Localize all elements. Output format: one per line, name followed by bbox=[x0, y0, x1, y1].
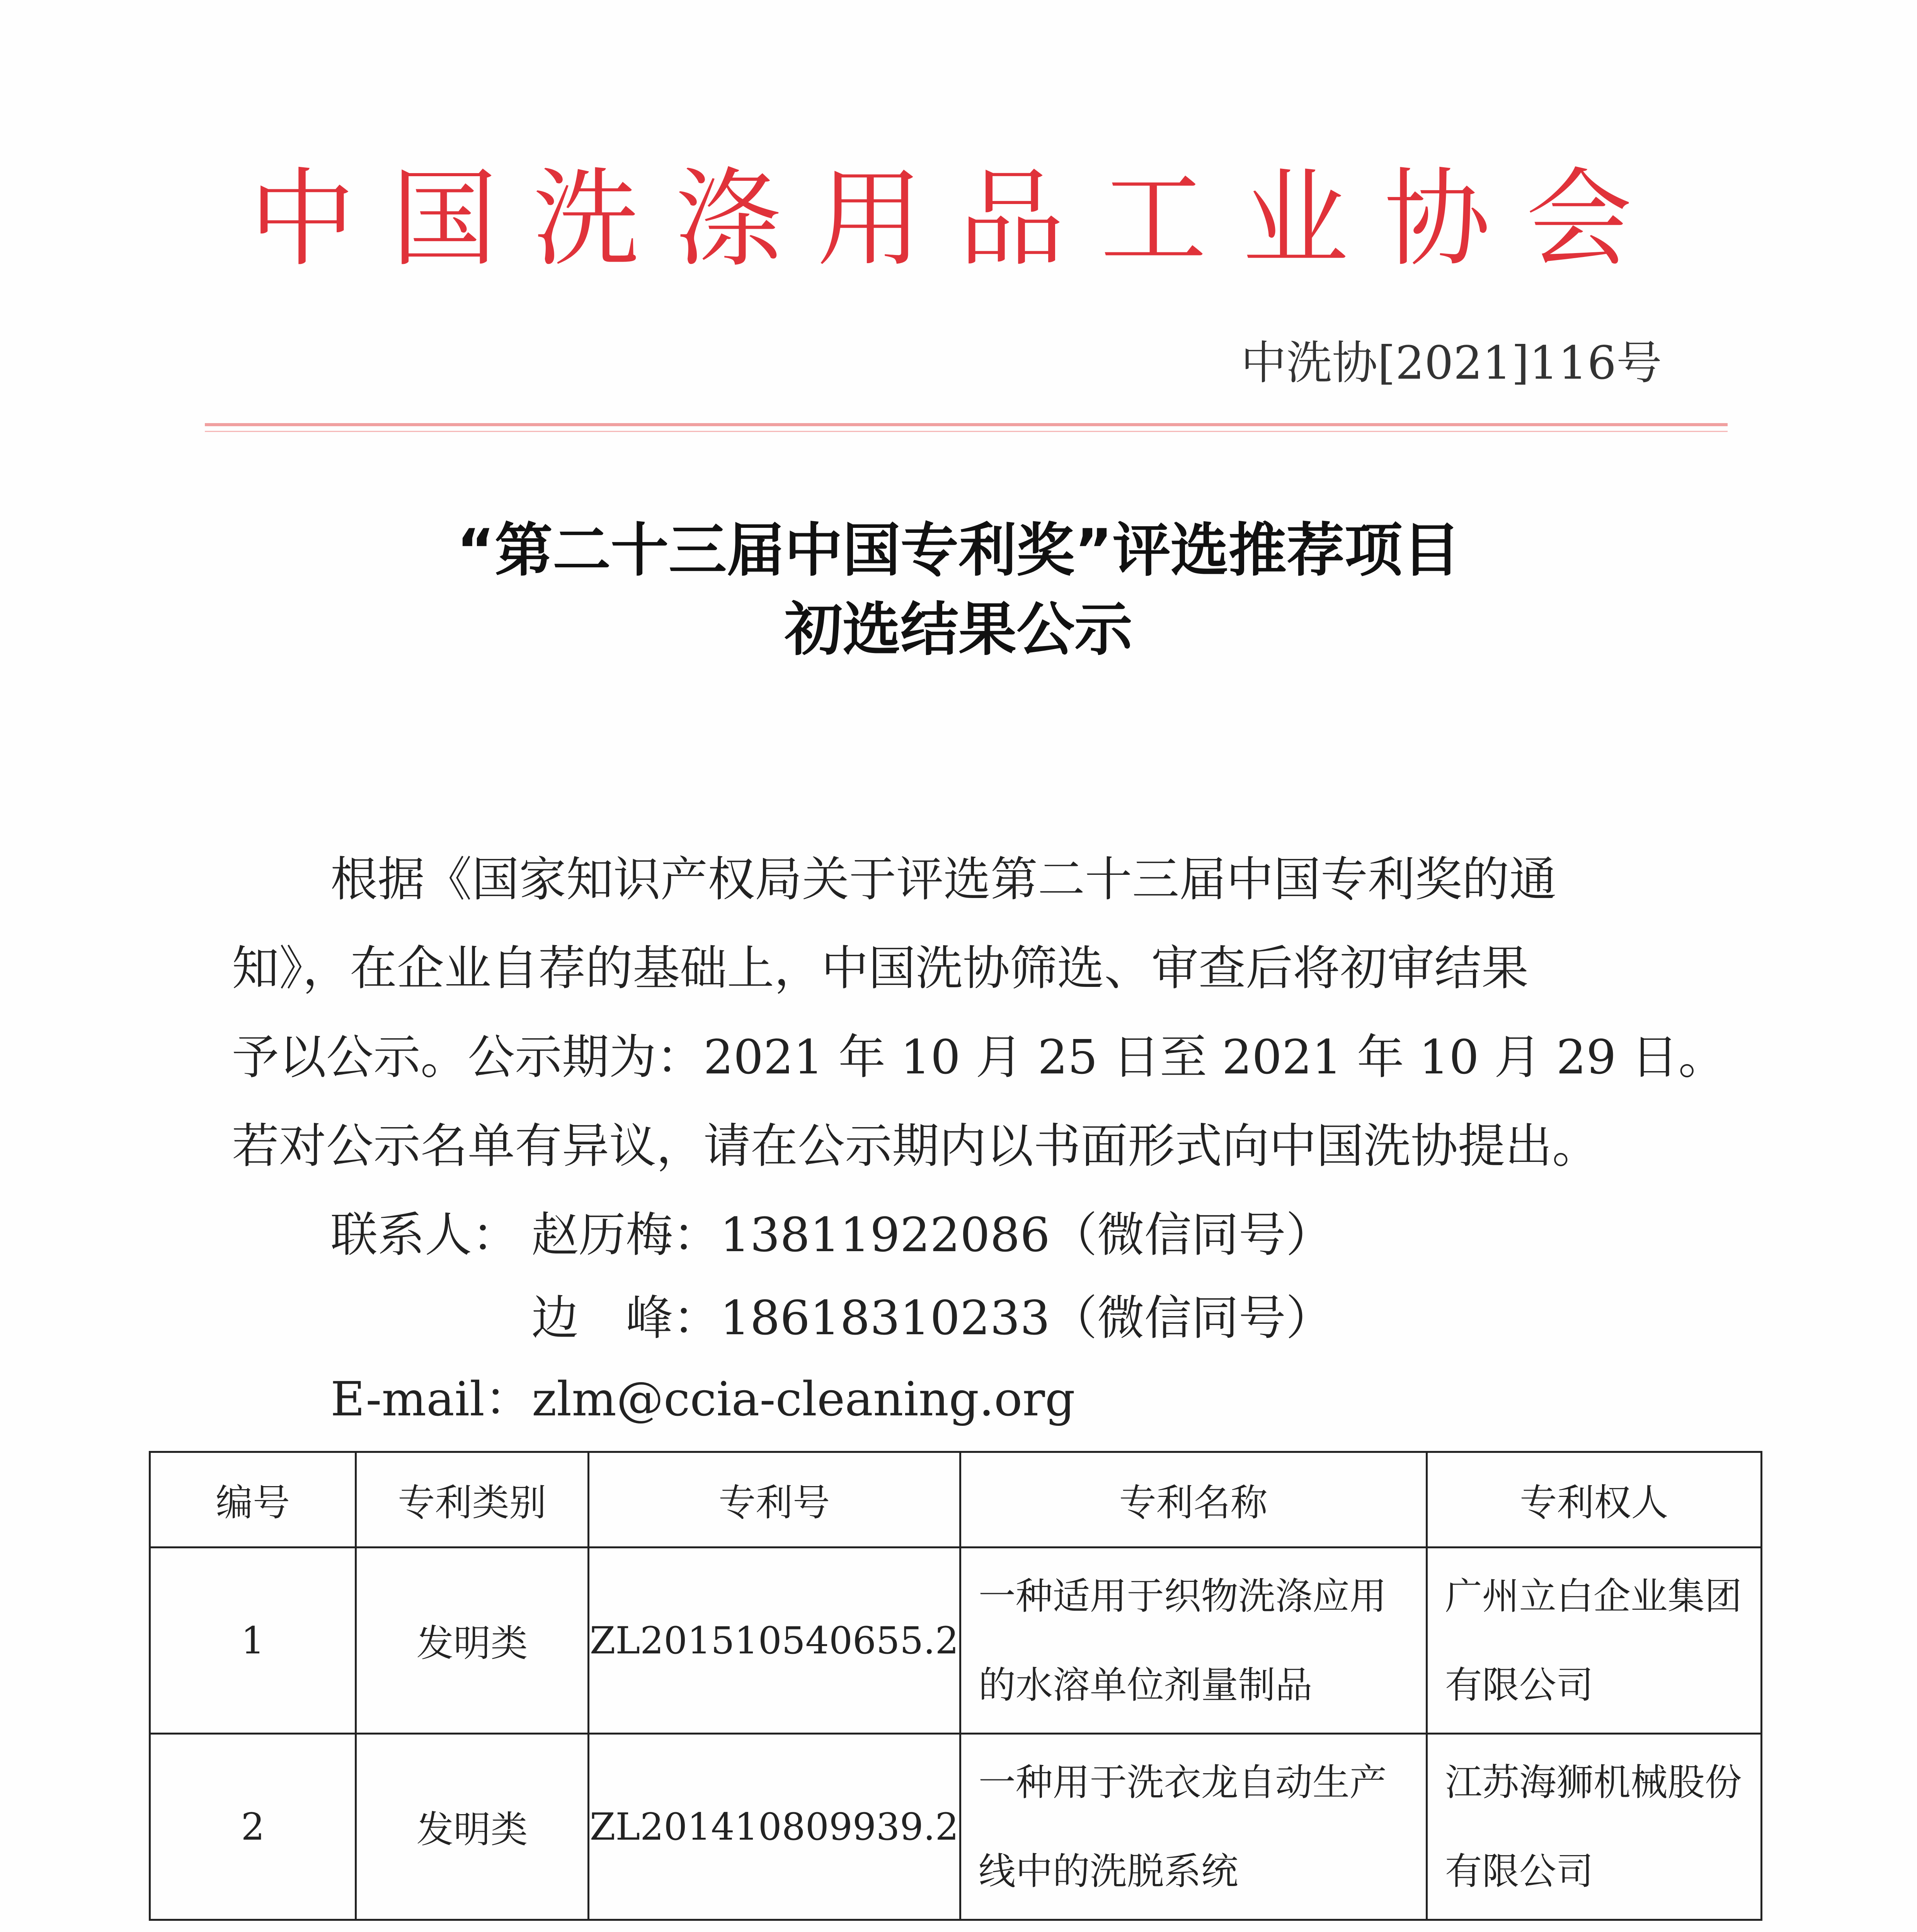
cell-category: 发明类 bbox=[356, 1548, 588, 1734]
table-row bbox=[150, 1734, 1762, 1920]
column-header-category: 专利类别 bbox=[356, 1452, 588, 1548]
body-paragraph-line-4: 若对公示名单有异议，请在公示期内以书面形式向中国洗协提出。 bbox=[232, 1119, 1599, 1173]
cell-patent-name bbox=[960, 1734, 1427, 1920]
contact-email[interactable]: E-mail：zlm@ccia-cleaning.org bbox=[330, 1372, 1075, 1427]
cell-patent-owner bbox=[1427, 1548, 1761, 1734]
cell-number: 1 bbox=[150, 1548, 356, 1734]
table-header-row bbox=[150, 1452, 1762, 1548]
patent-name-line-1: 一种适用于织物洗涤应用 bbox=[978, 1574, 1387, 1618]
cell-patent-owner bbox=[1427, 1734, 1761, 1920]
column-header-patent-number: 专利号 bbox=[588, 1452, 960, 1548]
patent-owner-line-2: 有限公司 bbox=[1445, 1849, 1594, 1893]
body-paragraph-line-3: 予以公示。公示期为：2021 年 10 月 25 日至 2021 年 10 月 29 日。 bbox=[232, 1030, 1726, 1085]
letterhead-divider-thin bbox=[205, 431, 1728, 432]
patent-owner-line-1: 江苏海狮机械股份 bbox=[1445, 1760, 1742, 1804]
column-header-patent-name: 专利名称 bbox=[960, 1452, 1427, 1548]
patent-name-line-2: 线中的洗脱系统 bbox=[978, 1849, 1238, 1893]
org-letterhead: 中国洗涤用品工业协会 bbox=[249, 157, 1668, 281]
document-title: “第二十三届中国专利奖”评选推荐项目 bbox=[456, 517, 1461, 584]
patent-table bbox=[149, 1451, 1762, 1921]
cell-patent-number: ZL201410809939.2 bbox=[588, 1734, 960, 1920]
contact-person-2: 边 峰：18618310233（微信同号） bbox=[531, 1291, 1333, 1345]
patent-name-line-1: 一种用于洗衣龙自动生产 bbox=[978, 1760, 1387, 1804]
contact-label: 联系人： bbox=[330, 1208, 519, 1262]
body-paragraph-line-2: 知》，在企业自荐的基础上，中国洗协筛选、审查后将初审结果 bbox=[232, 941, 1529, 996]
patent-name-line-2: 的水溶单位剂量制品 bbox=[978, 1663, 1313, 1707]
cell-number: 2 bbox=[150, 1734, 356, 1920]
letterhead-divider bbox=[205, 423, 1728, 426]
column-header-patent-owner: 专利权人 bbox=[1427, 1452, 1761, 1548]
cell-patent-name bbox=[960, 1548, 1427, 1734]
cell-category: 发明类 bbox=[356, 1734, 588, 1920]
document-number: 中洗协[2021]116号 bbox=[1241, 336, 1662, 389]
patent-owner-line-2: 有限公司 bbox=[1445, 1663, 1594, 1707]
contact-person-1: 赵历梅：13811922086（微信同号） bbox=[531, 1208, 1333, 1262]
column-header-number: 编号 bbox=[150, 1452, 356, 1548]
document-subtitle: 初选结果公示 bbox=[784, 596, 1132, 663]
body-paragraph-line-1: 根据《国家知识产权局关于评选第二十三届中国专利奖的通 bbox=[330, 852, 1556, 907]
patent-owner-line-1: 广州立白企业集团 bbox=[1445, 1574, 1742, 1618]
cell-patent-number: ZL201510540655.2 bbox=[588, 1548, 960, 1734]
table-row bbox=[150, 1548, 1762, 1734]
